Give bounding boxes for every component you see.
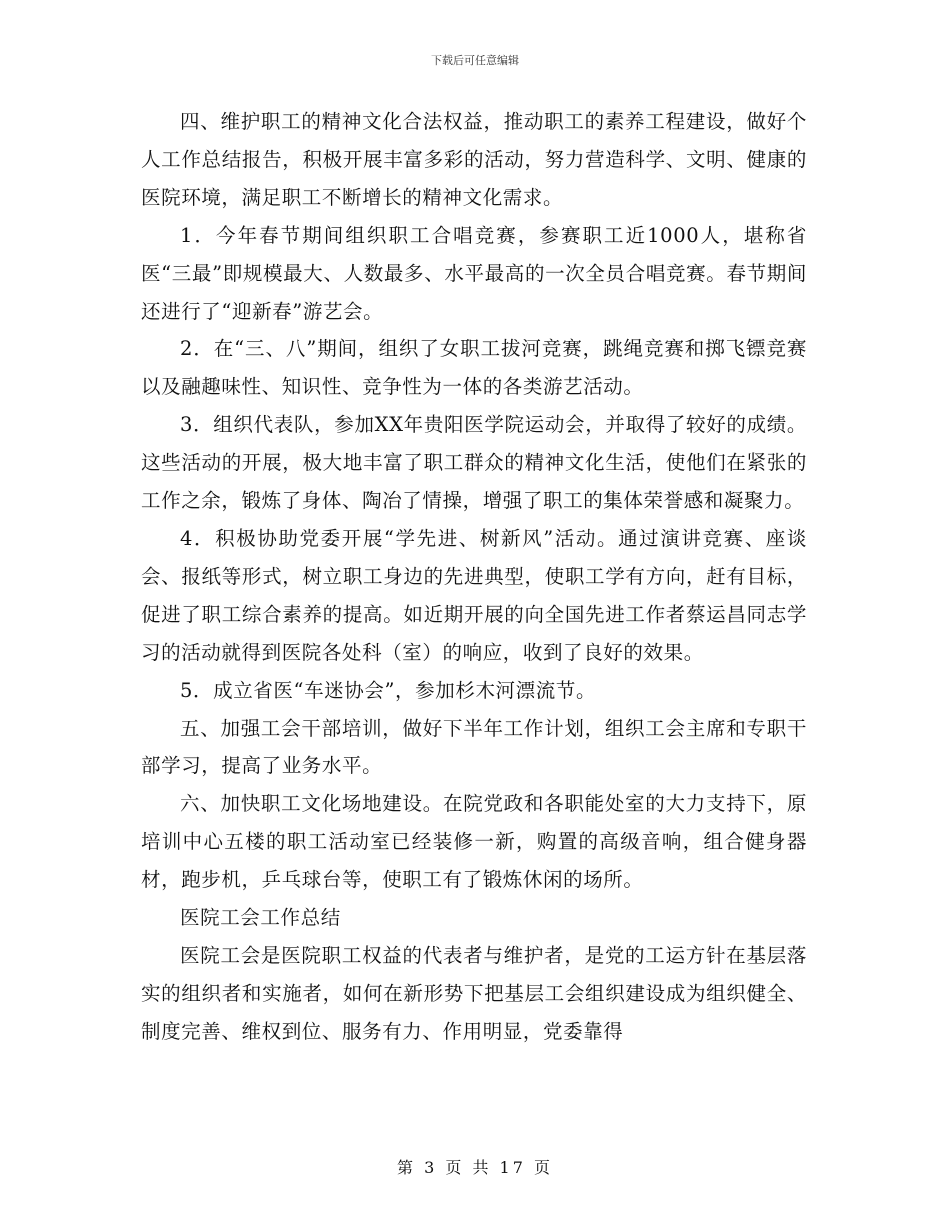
paragraph-intro: 医院工会是医院职工权益的代表者与维护者，是党的工运方针在基层落实的组织者和实施者，如何在新形势下把基层工会组织建设成为组织健全、制度完善、维权到位、服务有力、作用明显，党委靠得	[141, 943, 807, 1043]
paragraph-section-five: 五、加强工会干部培训，做好下半年工作计划，组织工会主席和专职干部学习，提高了业务水平。	[141, 716, 807, 778]
section-heading: 医院工会工作总结	[180, 906, 341, 930]
document-body	[141, 103, 807, 1051]
paragraph-item-1: 1．今年春节期间组织职工合唱竞赛，参赛职工近1000人，堪称省医“三最”即规模最大、人数最多、水平最高的一次全员合唱竞赛。春节期间还进行了“迎新春”游艺会。	[141, 223, 807, 323]
page-footer	[0, 1155, 950, 1178]
paragraph-item-5: 5．成立省医“车迷协会”，参加杉木河漂流节。	[180, 678, 597, 702]
page-number: 第 3 页 共 17 页	[397, 1158, 553, 1177]
paragraph-section-four: 四、维护职工的精神文化合法权益，推动职工的素养工程建设，做好个人工作总结报告，积极开展丰富多彩的活动，努力营造科学、文明、健康的医院环境，满足职工不断增长的精神文化需求。	[141, 110, 807, 209]
paragraph-item-4: 4．积极协助党委开展“学先进、树新风”活动。通过演讲竞赛、座谈会、报纸等形式，树立职工身边的先进典型，使职工学有方向，赶有目标，促进了职工综合素养的提高。如近期开展的向全国先进工作者蔡运昌同志学习的活动就得到医院各处科（室）的响应，收到了良好的效果。	[141, 526, 807, 664]
paragraph-item-3: 3．组织代表队，参加XX年贵阳医学院运动会，并取得了较好的成绩。这些活动的开展，极大地丰富了职工群众的精神文化生活，使他们在紧张的工作之余，锻炼了身体、陶冶了情操，增强了职工的集体荣誉感和凝聚力。	[141, 413, 807, 513]
page-header: 下载后可任意编辑	[431, 54, 519, 67]
paragraph-item-2: 2．在“三、八”期间，组织了女职工拔河竞赛，跳绳竞赛和掷飞镖竞赛以及融趣味性、知识性、竞争性为一体的各类游艺活动。	[141, 337, 807, 399]
paragraph-section-six: 六、加快职工文化场地建设。在院党政和各职能处室的大力支持下，原培训中心五楼的职工活动室已经装修一新，购置的高级音响，组合健身器材，跑步机，乒乓球台等，使职工有了锻炼休闲的场所。	[141, 792, 807, 892]
